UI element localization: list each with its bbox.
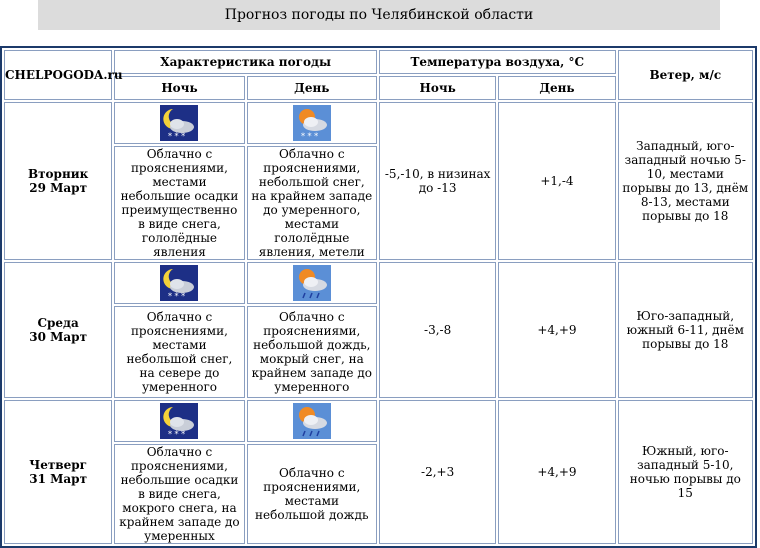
- day-partly-cloudy-rain-icon: [293, 403, 331, 439]
- day-icon-cell: [247, 400, 377, 442]
- header-weather-night: Ночь: [114, 76, 244, 100]
- night-icon-cell: [114, 400, 244, 442]
- header-temp-day: День: [498, 76, 615, 100]
- night-partly-cloudy-snow-icon: [160, 105, 198, 141]
- weekday: Четверг: [29, 458, 88, 472]
- wind: Южный, юго-западный 5-10, ночью порывы до 15: [618, 400, 753, 544]
- day-icon-cell: [247, 262, 377, 304]
- day-label: [4, 400, 112, 544]
- night-partly-cloudy-snow-icon: [160, 265, 198, 301]
- night-description: Облачно с прояснениями, местами небольшой снег, на севере до умеренного: [114, 306, 244, 398]
- svg-text:* * *: * * *: [168, 132, 186, 141]
- site-name: CHELPOGODA.ru: [4, 50, 112, 100]
- day-description: Облачно с прояснениями, небольшой снег, на крайнем западе до умеренного, местами гололёдные явления, метели: [247, 146, 377, 260]
- day-partly-cloudy-rain-icon: [293, 265, 331, 301]
- svg-text:* * *: * * *: [300, 132, 318, 141]
- temp-night: -5,-10, в низинах до -13: [379, 102, 496, 260]
- day-icon-cell: [247, 102, 377, 144]
- forecast-table: [0, 46, 757, 548]
- weekday: Среда: [37, 316, 79, 330]
- day-label: [4, 102, 112, 260]
- date: 30 Март: [29, 330, 88, 344]
- header-weather-day: День: [247, 76, 377, 100]
- temp-day: +1,-4: [498, 102, 615, 260]
- temp-day: +4,+9: [498, 400, 615, 544]
- date: 31 Март: [29, 472, 88, 486]
- night-description: Облачно с прояснениями, небольшие осадки в виде снега, мокрого снега, на крайнем западе до умеренных: [114, 444, 244, 544]
- header-wind: Ветер, м/с: [618, 50, 753, 100]
- header-temperature: Температура воздуха, °С: [379, 50, 616, 74]
- night-partly-cloudy-snow-icon: [160, 403, 198, 439]
- temp-night: -3,-8: [379, 262, 496, 398]
- night-icon-cell: [114, 262, 244, 304]
- header-temp-night: Ночь: [379, 76, 496, 100]
- night-icon-cell: [114, 102, 244, 144]
- header-weather: Характеристика погоды: [114, 50, 377, 74]
- temp-night: -2,+3: [379, 400, 496, 544]
- weekday: Вторник: [27, 167, 89, 181]
- wind: Западный, юго-западный ночью 5-10, местами порывы до 13, днём 8-13, местами порывы до 18: [618, 102, 753, 260]
- day-description: Облачно с прояснениями, небольшой дождь, мокрый снег, на крайнем западе до умеренного: [247, 306, 377, 398]
- night-description: Облачно с прояснениями, местами небольшие осадки преимущественно в виде снега, гололёдные явления: [114, 146, 244, 260]
- day-partly-cloudy-snow-icon: [293, 105, 331, 141]
- date: 29 Март: [29, 181, 88, 195]
- svg-text:* * *: * * *: [168, 430, 186, 439]
- wind: Юго-западный, южный 6-11, днём порывы до 18: [618, 262, 753, 398]
- temp-day: +4,+9: [498, 262, 615, 398]
- day-label: [4, 262, 112, 398]
- svg-text:* * *: * * *: [168, 292, 186, 301]
- day-description: Облачно с прояснениями, местами небольшой дождь: [247, 444, 377, 544]
- page-title: Прогноз погоды по Челябинской области: [38, 0, 720, 30]
